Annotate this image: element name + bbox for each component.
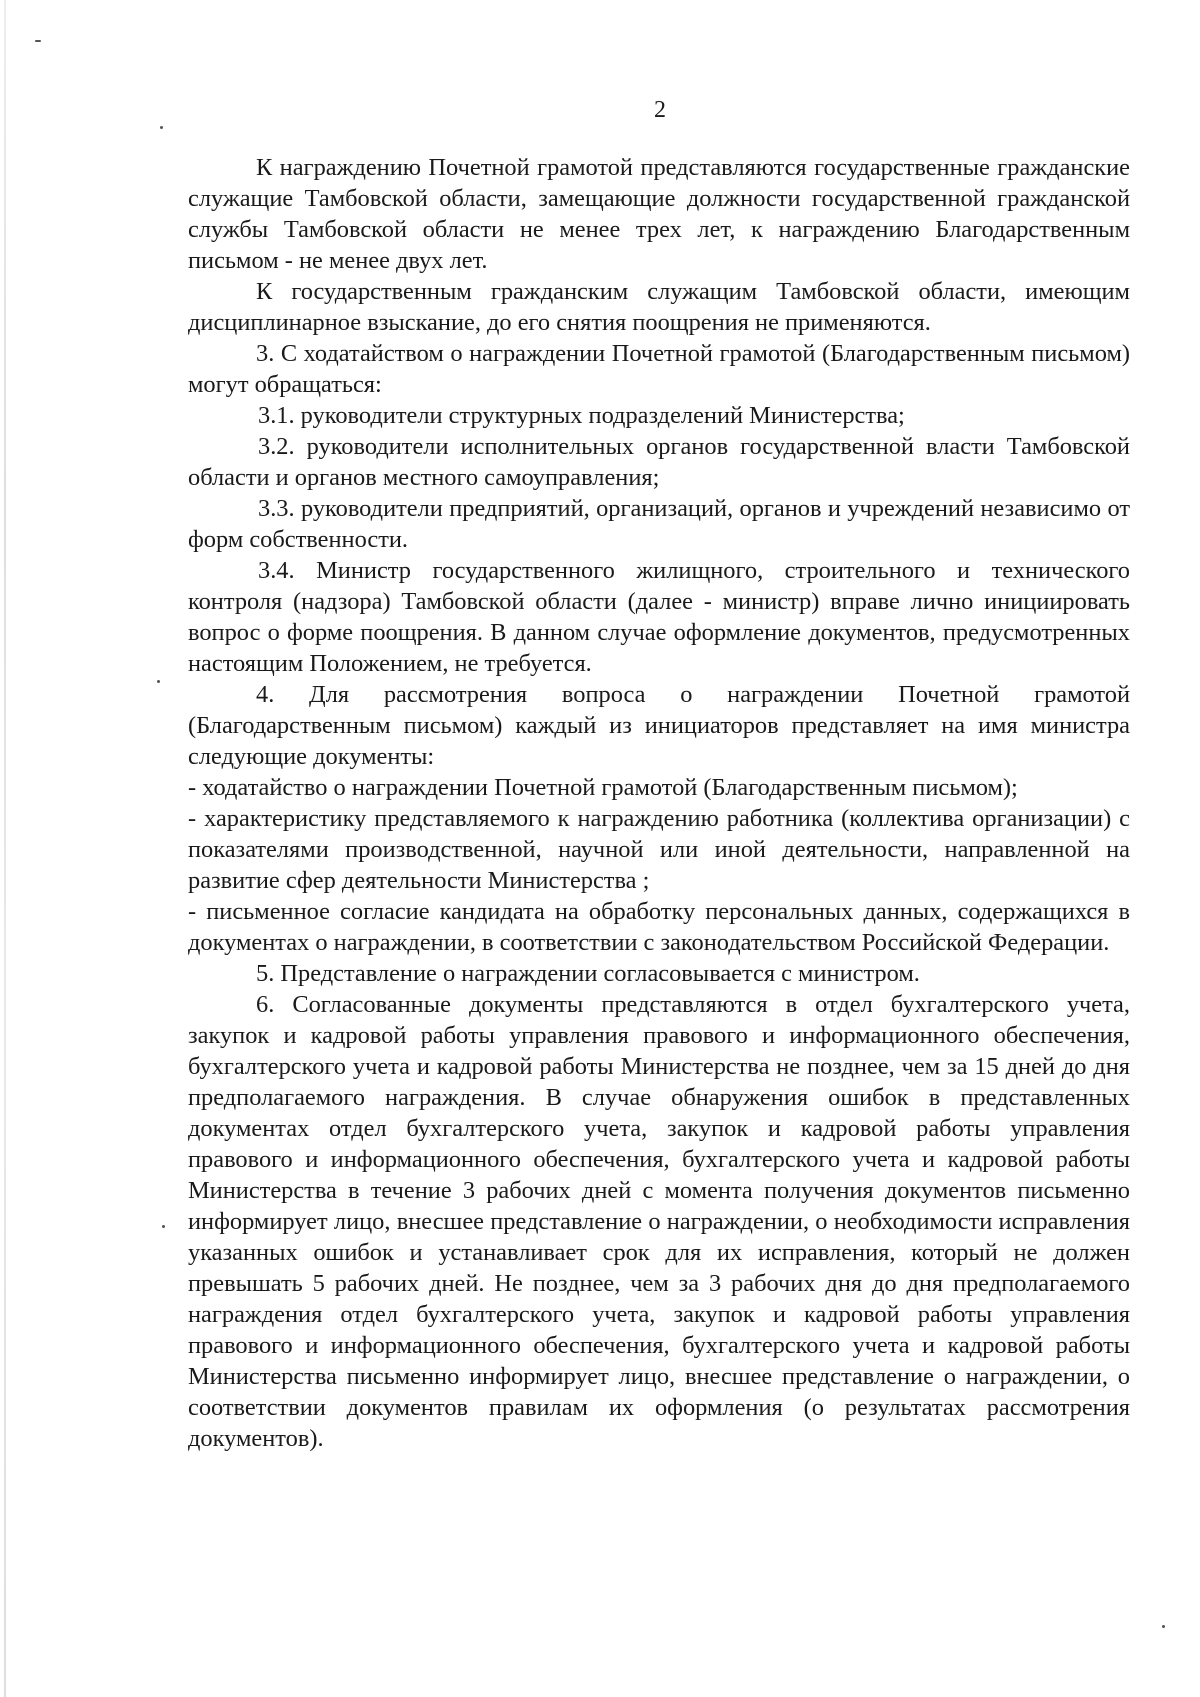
list-item-petition: - ходатайство о награждении Почетной грамотой (Благодарственным письмом); [188,774,1018,801]
paragraph-3-1: 3.1. руководители структурных подразделений Министерства; [258,402,905,429]
paragraph-4: 4. Для рассмотрения вопроса о награждении Почетной грамотой (Благодарственным письмом) каждый из инициаторов представляет на имя министра следующие документы: [188,681,1130,770]
scan-speck [157,680,160,683]
paragraph-3-3: 3.3. руководители предприятий, организаций, органов и учреждений независимо от форм собственности. [188,495,1130,553]
paragraph-3-4: 3.4. Министр государственного жилищного, строительного и технического контроля (надзора) Тамбовской области (далее - министр) вправе лично инициировать вопрос о форме поощрения. В данном случае оформление документов, предусмотренных настоящим Положением, не требуется. [188,557,1130,677]
page-number: 2 [654,97,666,123]
scan-speck [160,126,163,129]
list-item-characteristic: - характеристику представляемого к награждению работника (коллектива организации) с показателями производственной, научной или иной деятельности, направленной на развитие сфер деятельности Министерства ; [188,805,1130,894]
list-item-consent: - письменное согласие кандидата на обработку персональных данных, содержащихся в документах о награждении, в соответствии с законодательством Российской Федерации. [188,898,1130,956]
document-body [188,152,1130,1454]
paragraph-disciplinary: К государственным гражданским служащим Тамбовской области, имеющим дисциплинарное взыскание, до его снятия поощрения не применяются. [188,278,1130,336]
paragraph-3: 3. С ходатайством о награждении Почетной грамотой (Благодарственным письмом) могут обращаться: [188,340,1130,398]
scan-speck [35,40,41,42]
scan-speck [162,1225,165,1228]
paragraph-5: 5. Представление о награждении согласовывается с министром. [256,960,920,987]
paragraph-6: 6. Согласованные документы представляются в отдел бухгалтерского учета, закупок и кадровой работы управления правового и информационного обеспечения, бухгалтерского учета и кадровой работы Министерства не позднее, чем за 15 дней до дня предполагаемого награждения. В случае обнаружения ошибок в представленных документах отдел бухгалтерского учета, закупок и кадровой работы управления правового и информационного обеспечения, бухгалтерского учета и кадровой работы Министерства в течение 3 рабочих дней с момента получения документов письменно информирует лицо, внесшее представление о награждении, о необходимости исправления указанных ошибок и устанавливает срок для их исправления, который не должен превышать 5 рабочих дней. Не позднее, чем за 3 рабочих дня до дня предполагаемого награждения отдел бухгалтерского учета, закупок и кадровой работы управления правового и информационного обеспечения, бухгалтерского учета и кадровой работы Министерства письменно информирует лицо, внесшее представление о награждении, о соответствии документов правилам их оформления (о результатах рассмотрения документов). [188,991,1130,1452]
scan-edge [4,0,6,1697]
paragraph-3-2: 3.2. руководители исполнительных органов государственной власти Тамбовской области и органов местного самоуправления; [188,433,1130,491]
scan-speck [1162,1625,1165,1628]
paragraph-awarding-eligibility: К награждению Почетной грамотой представляются государственные гражданские служащие Тамбовской области, замещающие должности государственной гражданской службы Тамбовской области не менее трех лет, к награждению Благодарственным письмом - не менее двух лет. [188,154,1130,274]
